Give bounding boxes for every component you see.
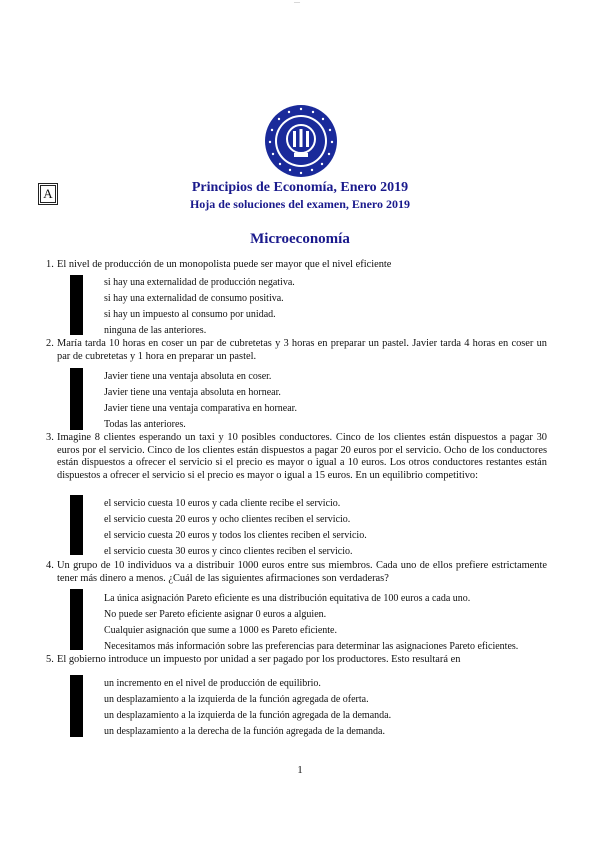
question-5	[46, 654, 547, 667]
option: Javier tiene una ventaja absoluta en hornear.	[104, 387, 281, 398]
option: Todas las anteriores.	[104, 419, 186, 430]
option: si hay un impuesto al consumo por unidad.	[104, 309, 276, 320]
option: Cualquier asignación que sume a 1000 es Pareto eficiente.	[104, 625, 337, 636]
question-2	[46, 338, 547, 363]
section-heading: Microeconomía	[250, 231, 350, 247]
question-1	[46, 259, 547, 272]
exam-version-letter: A	[40, 185, 56, 203]
option: si hay una externalidad de consumo positiva.	[104, 293, 284, 304]
question-number: 5.	[46, 654, 54, 665]
university-seal-logo	[263, 103, 339, 179]
question-number: 1.	[46, 259, 54, 270]
answer-redaction-bar	[70, 495, 83, 555]
option: el servicio cuesta 10 euros y cada cliente recibe el servicio.	[104, 498, 341, 509]
answer-redaction-bar	[70, 675, 83, 737]
page-number: 1	[297, 764, 303, 776]
option: Javier tiene una ventaja comparativa en hornear.	[104, 403, 297, 414]
header-mark: —	[294, 0, 300, 6]
question-text: María tarda 10 horas en coser un par de cubretetas y 3 horas en preparar un pastel. Javier tarda 4 horas en coser un par de cubretetas y 1 hora en preparar un pastel.	[57, 338, 547, 362]
option: el servicio cuesta 30 euros y cinco clientes reciben el servicio.	[104, 546, 353, 557]
question-number: 2.	[46, 338, 54, 349]
question-text: Imagine 8 clientes esperando un taxi y 10 posibles conductores. Cinco de los clientes están dispuestos a pagar 30 euros por el servicio. Cinco de los clientes están dispuestos a pagar 20 euros por el servicio. Ocho de los conductores están dispuestos a ofrecer el servicio si el precio es mayor o igual a 10 euros. Los otros conductores restantes están dispuestos a ofrecer el servicio si el precio es mayor o igual a 15 euros. En un equilibrio competitivo:	[57, 432, 547, 481]
option: un incremento en el nivel de producción de equilibrio.	[104, 678, 321, 689]
option: ninguna de las anteriores.	[104, 325, 207, 336]
option: Javier tiene una ventaja absoluta en coser.	[104, 371, 272, 382]
question-4	[46, 560, 547, 585]
option: un desplazamiento a la izquierda de la función agregada de la demanda.	[104, 710, 392, 721]
option: No puede ser Pareto eficiente asignar 0 euros a alguien.	[104, 609, 327, 620]
question-text: El nivel de producción de un monopolista puede ser mayor que el nivel eficiente	[57, 259, 392, 270]
question-text: Un grupo de 10 individuos va a distribuir 1000 euros entre sus miembros. Cada uno de ellos prefiere estrictamente tener más dinero a menos. ¿Cuál de las siguientes afirmaciones son verdaderas?	[57, 560, 547, 584]
answer-redaction-bar	[70, 589, 83, 650]
option: un desplazamiento a la izquierda de la función agregada de oferta.	[104, 694, 369, 705]
option: un desplazamiento a la derecha de la función agregada de la demanda.	[104, 726, 385, 737]
option: el servicio cuesta 20 euros y ocho clientes reciben el servicio.	[104, 514, 351, 525]
document-subtitle: Hoja de soluciones del examen, Enero 2019	[189, 197, 411, 211]
option: Necesitamos más información sobre las preferencias para determinar las asignaciones Pareto eficientes.	[104, 641, 519, 652]
option: el servicio cuesta 20 euros y todos los clientes reciben el servicio.	[104, 530, 367, 541]
question-text: El gobierno introduce un impuesto por unidad a ser pagado por los productores. Esto resultará en	[57, 654, 461, 665]
option: La única asignación Pareto eficiente es una distribución equitativa de 100 euros a cada uno.	[104, 593, 471, 604]
answer-redaction-bar	[70, 275, 83, 335]
question-number: 3.	[46, 432, 54, 443]
question-3	[46, 432, 547, 482]
answer-redaction-bar	[70, 368, 83, 430]
question-number: 4.	[46, 560, 54, 571]
document-title: Principios de Economía, Enero 2019	[191, 180, 409, 195]
option: si hay una externalidad de producción negativa.	[104, 277, 295, 288]
